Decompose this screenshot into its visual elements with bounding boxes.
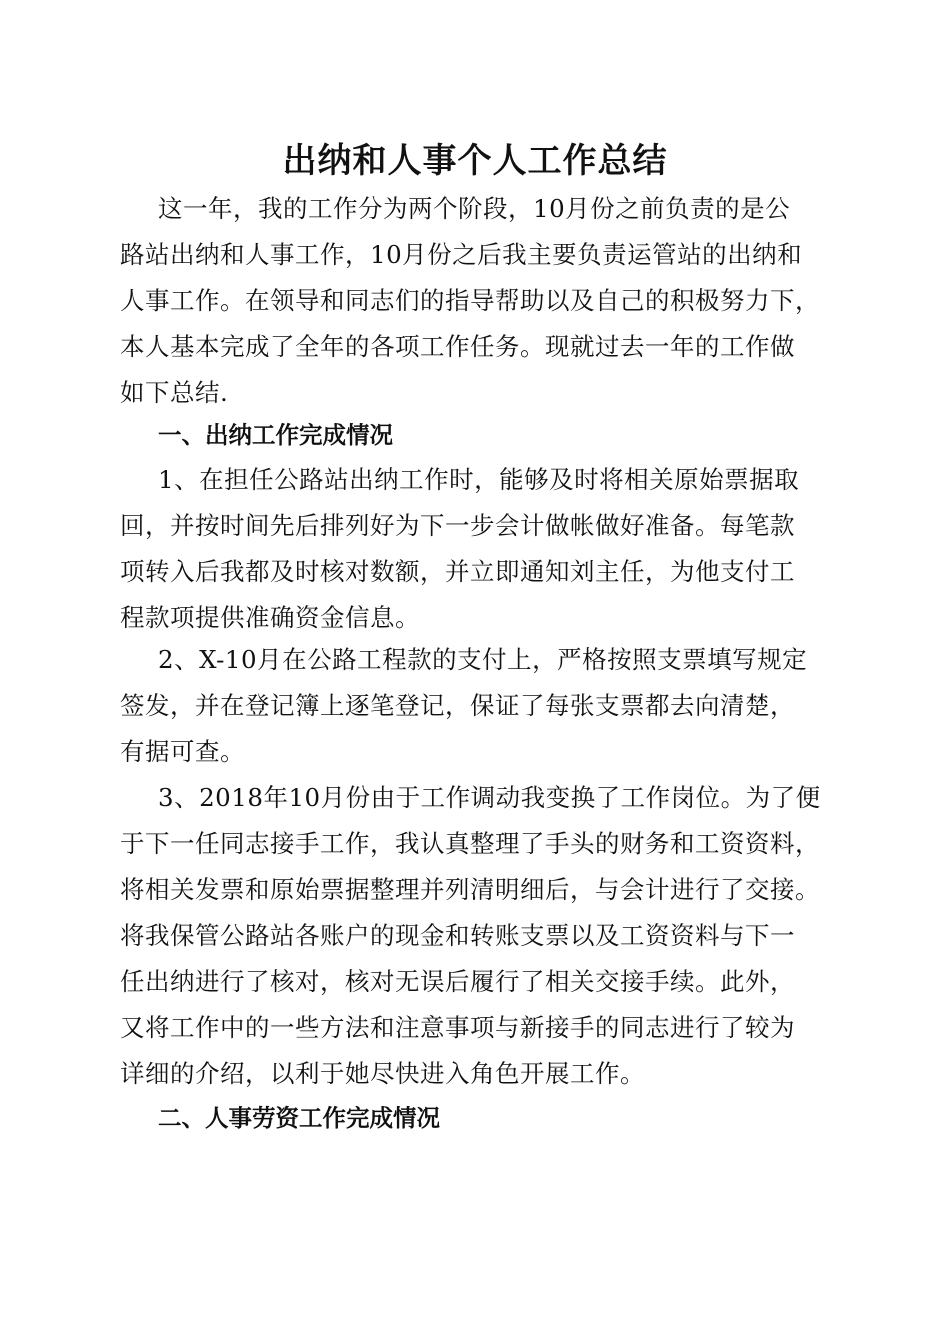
item3-line-3: 将相关发票和原始票据整理并列清明细后，与会计进行了交接。 bbox=[120, 875, 820, 904]
item3-line-6: 又将工作中的一些方法和注意事项与新接手的同志进行了较为 bbox=[120, 1013, 795, 1042]
item3-line-1: 3、2018年10月份由于工作调动我变换了工作岗位。为了便 bbox=[158, 783, 821, 812]
section-heading-hr: 二、人事劳资工作完成情况 bbox=[158, 1104, 440, 1132]
intro-line-4: 本人基本完成了全年的各项工作任务。现就过去一年的工作做 bbox=[120, 332, 795, 361]
item1-line-4: 程款项提供准确资金信息。 bbox=[120, 603, 420, 632]
item2-line-2: 签发，并在登记簿上逐笔登记，保证了每张支票都去向清楚， bbox=[120, 691, 795, 720]
item3-line-5: 任出纳进行了核对，核对无误后履行了相关交接手续。此外， bbox=[120, 967, 795, 996]
item1-line-2: 回，并按时间先后排列好为下一步会计做帐做好准备。每笔款 bbox=[120, 511, 795, 540]
intro-line-1: 这一年，我的工作分为两个阶段，10月份之前负责的是公 bbox=[158, 194, 791, 223]
item3-line-2: 于下一任同志接手工作，我认真整理了手头的财务和工资资料， bbox=[120, 829, 820, 858]
intro-line-3: 人事工作。在领导和同志们的指导帮助以及自己的积极努力下， bbox=[120, 286, 820, 315]
item1-line-3: 项转入后我都及时核对数额，并立即通知刘主任，为他支付工 bbox=[120, 557, 795, 586]
item2-line-3: 有据可查。 bbox=[120, 737, 245, 766]
section-heading-cashier: 一、出纳工作完成情况 bbox=[158, 421, 393, 449]
item3-line-7: 详细的介绍，以利于她尽快进入角色开展工作。 bbox=[120, 1059, 645, 1088]
item1-line-1: 1、在担任公路站出纳工作时，能够及时将相关原始票据取 bbox=[158, 465, 800, 494]
intro-line-2: 路站出纳和人事工作，10月份之后我主要负责运管站的出纳和 bbox=[120, 240, 803, 269]
item2-line-1: 2、X-10月在公路工程款的支付上，严格按照支票填写规定 bbox=[158, 645, 808, 674]
page-title: 出纳和人事个人工作总结 bbox=[282, 141, 668, 181]
intro-line-5: 如下总结. bbox=[120, 378, 229, 407]
item3-line-4: 将我保管公路站各账户的现金和转账支票以及工资资料与下一 bbox=[120, 921, 795, 950]
